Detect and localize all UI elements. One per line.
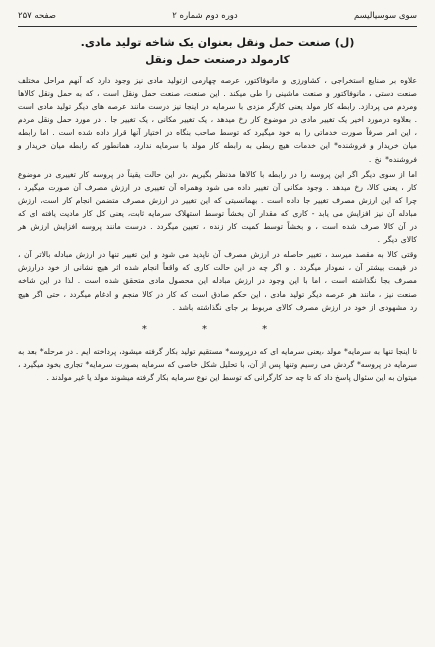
section-separator: * * * (141, 323, 294, 335)
body-paragraph-2: اما از سوی دیگر اگر این پروسه را در رابطه با کالاها مدنظر بگیریم ،در این حالت یقیناً در پروسه کار تغییری در موضوع کار ، یعنی کالا، رخ میدهد . وجود مکانی آن تغییر داده می شود وهمراه آن تغییری در ارزش مصرف آن صورت میگیرد ، چرا که این ارزش مصرف تغییر جا داده است . بهمانسبتی که این تغییر در ارزش مصرف متضمن انجام کار است، ارزش مبادله آن نیز افزایش می یابد - کاری که مقدار آن بخشاً توسط استهلاک سرمایه ثابت، یعنی کل کار مادیت یافته ای که در آن کالا صرف شده است ، و بخشاً توسط کمیت کار زنده ، تعیین میگردد . درست مانند پروسه افزایش ارزش هر کالای دیگر . (18, 169, 417, 245)
running-header (18, 10, 417, 27)
page-number: صفحه ۲۵۷ (18, 11, 56, 21)
body-paragraph-1: علاوه بر صنایع استخراجی ، کشاورزی و مانوفاکتور، عرصه چهارمی ازتولید مادی نیز وجود دارد که آنهم مراحل مختلف صنعت دستی ، مانوفاکتور و صنعت ماشینی را طی میکند . این صنعت، صنعت حمل ونقل است ، که به حمل ونقل کالاها ومردم می پردازد. رابطه کار مولد یعنی کارگر مزدی با سرمایه در اینجا نیز درست مانند عرصه های دیگر تولید مادی است . بعلاوه درمورد اخیر یک تغییر مادی در موضوع کار رخ میدهد ، یک تغییر مکانی ، یک تغییر جا . در مورد حمل ونقل مردم ، این امر صرفاً صورت خدماتی را به خود میگیرد که توسط صاحب بنگاه در اختیار آنها قرار داده شده است . اما رابطه میان خریدار و فروشنده* این خدمات هیچ ربطی به رابطه کار مولد با سرمایه ندارد، همانطور که رابطه میان خریدار و فروشنده* نخ . (17, 76, 417, 164)
issue-label: دوره دوم شماره ۲ (172, 11, 238, 21)
section-title: (ل) صنعت حمل ونقل بعنوان یک شاخه تولید مادی. (80, 36, 355, 49)
journal-name: سوی سوسیالیسم (353, 11, 417, 21)
body-paragraph-3: وقتی کالا به مقصد میرسد ، تغییر حاصله در ارزش مصرف آن ناپدید می شود و این تغییر تنها در ارزش مبادله بالاتر آن ، در قیمت بیشتر آن ، نمودار میگردد . و اگر چه در این حالت کاری که واقعاً انجام شده اثر هیچ نشانی از خود درارزش مصرف بجا نگذاشته است ، اما با این وجود در ارزش مبادله این محصول مادی متحقق شده است . لذا در این شاخه صنعت نیز ، مانند هر عرصه دیگر تولید مادی ، این حکم صادق است که کار در کالا منجم و ادغام میگردد ، حتی اگر هیچ رد مشهودی از خود در ارزش مصرف کالای مربوط بر جای نگذاشته باشد . (18, 250, 417, 312)
section-subtitle: کارمولد درصنعت حمل ونقل (145, 54, 290, 66)
closing-paragraph: تا اینجا تنها به سرمایه* مولد ،یعنی سرمایه ای که درپروسه* مستقیم تولید بکار گرفته میشود، پرداخته ایم . در مرحله* بعد به سرمایه در پروسه* گردش می رسیم وتنها پس از آن، با تحلیل شکل خاصی که سرمایه بصورت سرمایه* تجاری بخود میگیرد ، میتوان به این سئوال پاسخ داد که تا چه حد کارگرانی که توسط این نوع سرمایه بکار گرفته میشوند مولد یا غیر مولدند . (18, 346, 417, 382)
